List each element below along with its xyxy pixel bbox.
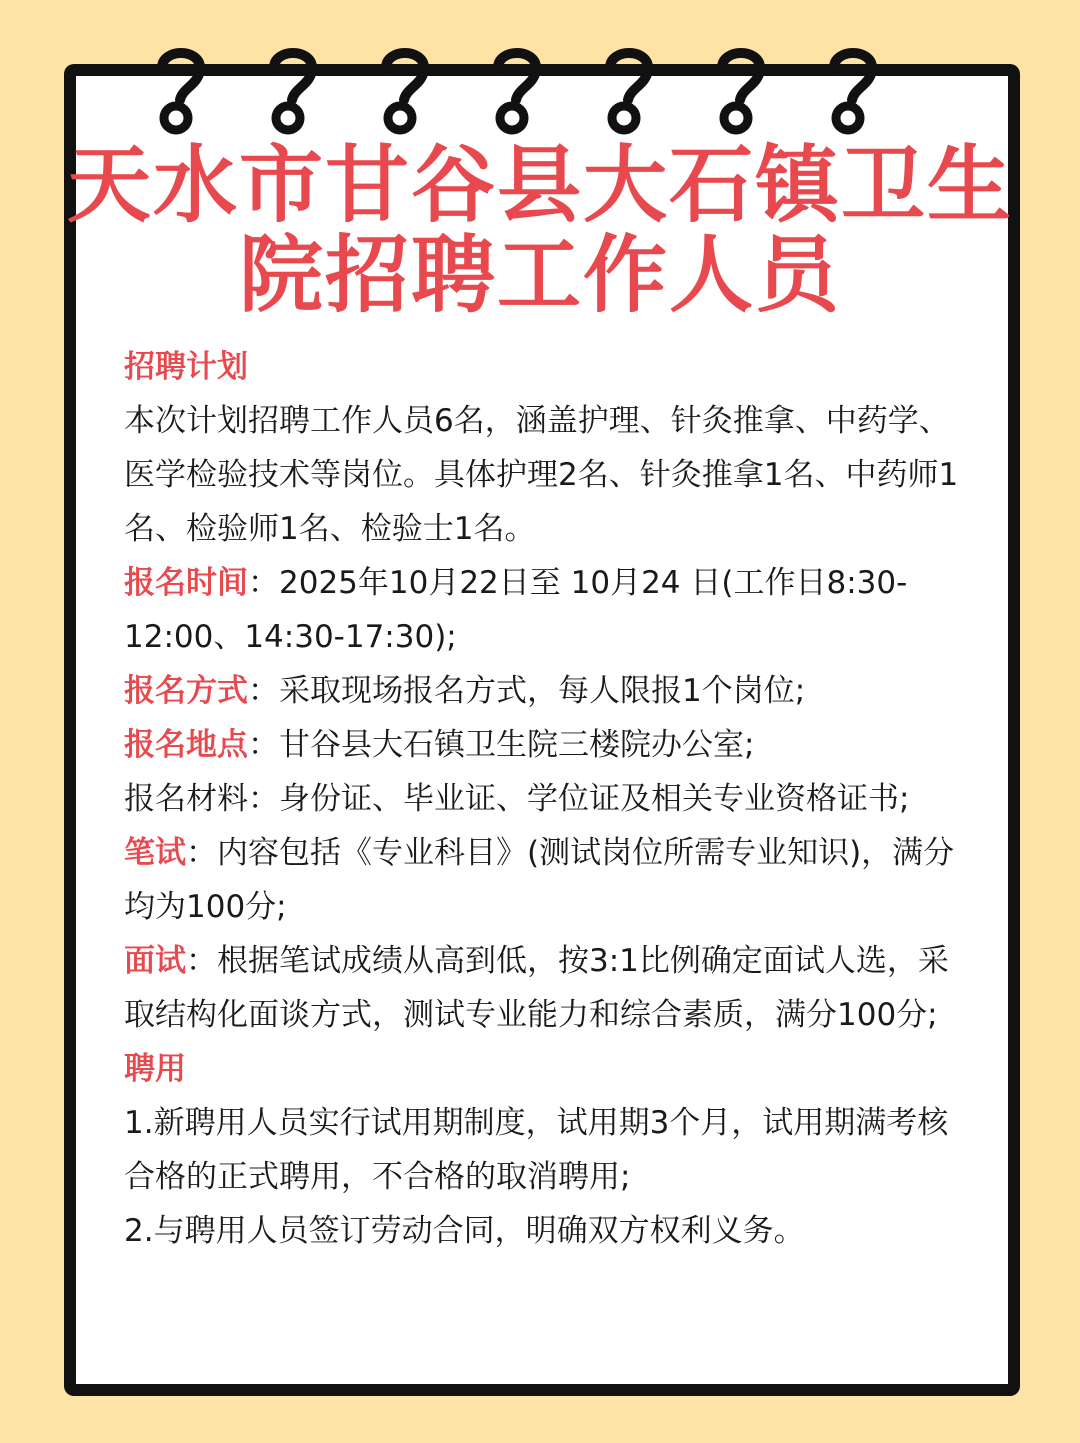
written-exam bbox=[124, 826, 974, 934]
spiral-ring-icon bbox=[600, 40, 658, 136]
spiral-ring-icon bbox=[264, 40, 322, 136]
page-title bbox=[40, 136, 1040, 324]
title-line-1: 天水市甘谷县大石镇卫生 bbox=[66, 136, 1013, 234]
interview bbox=[124, 934, 974, 1042]
registration-place-label: 报名地点 bbox=[124, 727, 248, 763]
registration-time-label: 报名时间 bbox=[124, 565, 248, 601]
registration-method-label: 报名方式 bbox=[124, 673, 248, 709]
spiral-ring-icon bbox=[488, 40, 546, 136]
registration-place-value: ：甘谷县大石镇卫生院三楼院办公室; bbox=[248, 727, 755, 763]
hiring-item-2: 2.与聘用人员签订劳动合同，明确双方权利义务。 bbox=[124, 1213, 805, 1249]
registration-method bbox=[124, 664, 974, 718]
notice-body bbox=[124, 340, 974, 1258]
spiral-ring-icon bbox=[376, 40, 434, 136]
written-exam-label: 笔试 bbox=[124, 835, 186, 871]
registration-method-value: ：采取现场报名方式，每人限报1个岗位; bbox=[248, 673, 806, 709]
plan-heading: 招聘计划 bbox=[124, 349, 248, 385]
written-exam-value: ：内容包括《专业科目》(测试岗位所需专业知识)，满分均为100分; bbox=[124, 835, 955, 925]
spiral-ring-icon bbox=[712, 40, 770, 136]
spiral-ring-icon bbox=[152, 40, 210, 136]
registration-materials-value: ：身份证、毕业证、学位证及相关专业资格证书; bbox=[248, 781, 910, 817]
spiral-ring-icon bbox=[824, 40, 882, 136]
registration-materials-label: 报名材料 bbox=[124, 781, 248, 817]
interview-label: 面试 bbox=[124, 943, 186, 979]
registration-place bbox=[124, 718, 974, 772]
registration-time-value: ：2025年10月22日至 10月24 日(工作日8:30-12:00、14:30-17:30); bbox=[124, 565, 908, 655]
interview-value: ：根据笔试成绩从高到低，按3:1比例确定面试人选，采取结构化面谈方式，测试专业能力和综合素质，满分100分; bbox=[124, 943, 949, 1033]
title-line-2: 院招聘工作人员 bbox=[238, 226, 841, 324]
hiring-item-1: 1.新聘用人员实行试用期制度，试用期3个月，试用期满考核合格的正式聘用，不合格的取消聘用; bbox=[124, 1105, 949, 1195]
registration-materials bbox=[124, 772, 974, 826]
registration-time bbox=[124, 556, 974, 664]
plan-text: 本次计划招聘工作人员6名，涵盖护理、针灸推拿、中药学、医学检验技术等岗位。具体护理2名、针灸推拿1名、中药师1名、检验师1名、检验士1名。 bbox=[124, 403, 959, 547]
hiring-heading: 聘用 bbox=[124, 1051, 186, 1087]
